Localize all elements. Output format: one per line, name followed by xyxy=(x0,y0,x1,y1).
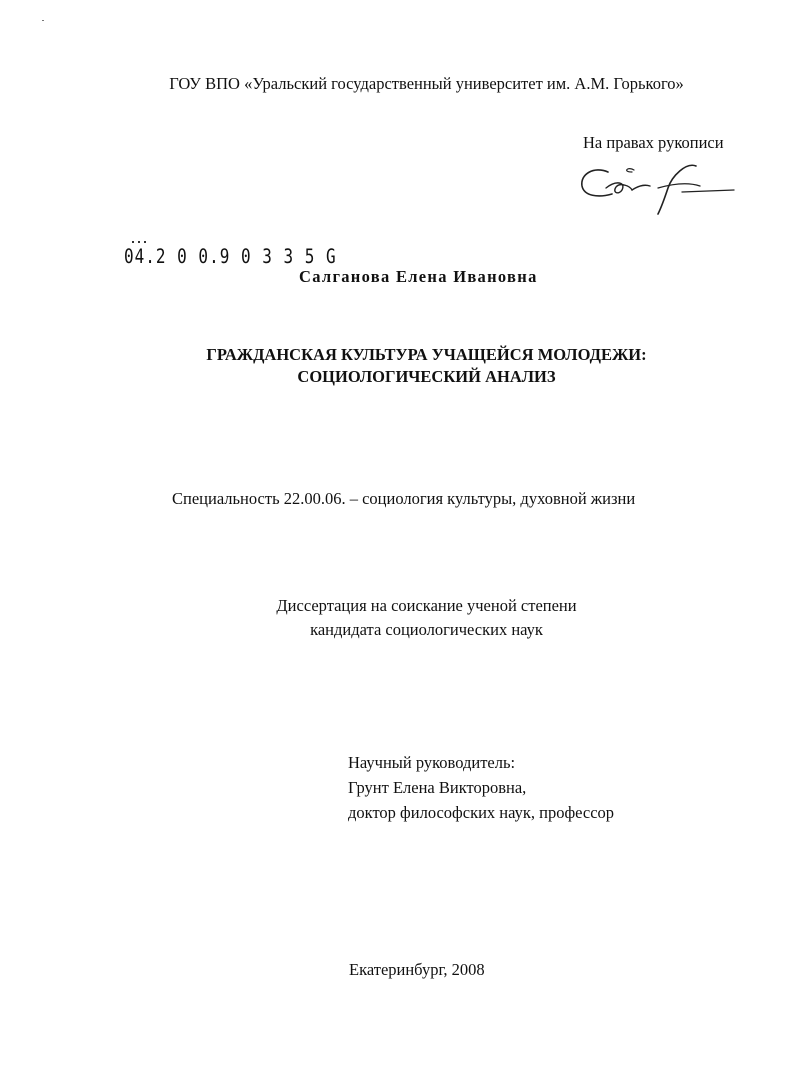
scan-speck xyxy=(42,20,44,21)
degree-line-2: кандидата социологических наук xyxy=(310,620,543,639)
rights-note: На правах рукописи xyxy=(583,133,724,152)
supervisor-label: Научный руководитель: xyxy=(348,753,516,772)
supervisor-degree: доктор философских наук, профессор xyxy=(348,803,615,822)
library-stamp-number: 04.2 0 0.9 0 3 3 5 G xyxy=(124,245,337,268)
specialty: Специальность 22.00.06. – социология культуры, духовной жизни xyxy=(172,489,636,508)
author-name: Салганова Елена Ивановна xyxy=(299,267,538,286)
stamp-marks xyxy=(130,240,150,244)
supervisor-block xyxy=(348,750,614,825)
supervisor-name: Грунт Елена Викторовна, xyxy=(348,778,527,797)
city-year: Екатеринбург, 2008 xyxy=(349,960,485,979)
dissertation-title xyxy=(0,344,793,388)
title-line-2: СОЦИОЛОГИЧЕСКИЙ АНАЛИЗ xyxy=(297,367,556,386)
degree-statement xyxy=(0,594,793,642)
signature-icon xyxy=(576,160,736,215)
institution-name: ГОУ ВПО «Уральский государственный университет им. А.М. Горького» xyxy=(169,74,684,93)
title-line-1: ГРАЖДАНСКАЯ КУЛЬТУРА УЧАЩЕЙСЯ МОЛОДЕЖИ: xyxy=(206,345,647,364)
degree-line-1: Диссертация на соискание ученой степени xyxy=(276,596,577,615)
